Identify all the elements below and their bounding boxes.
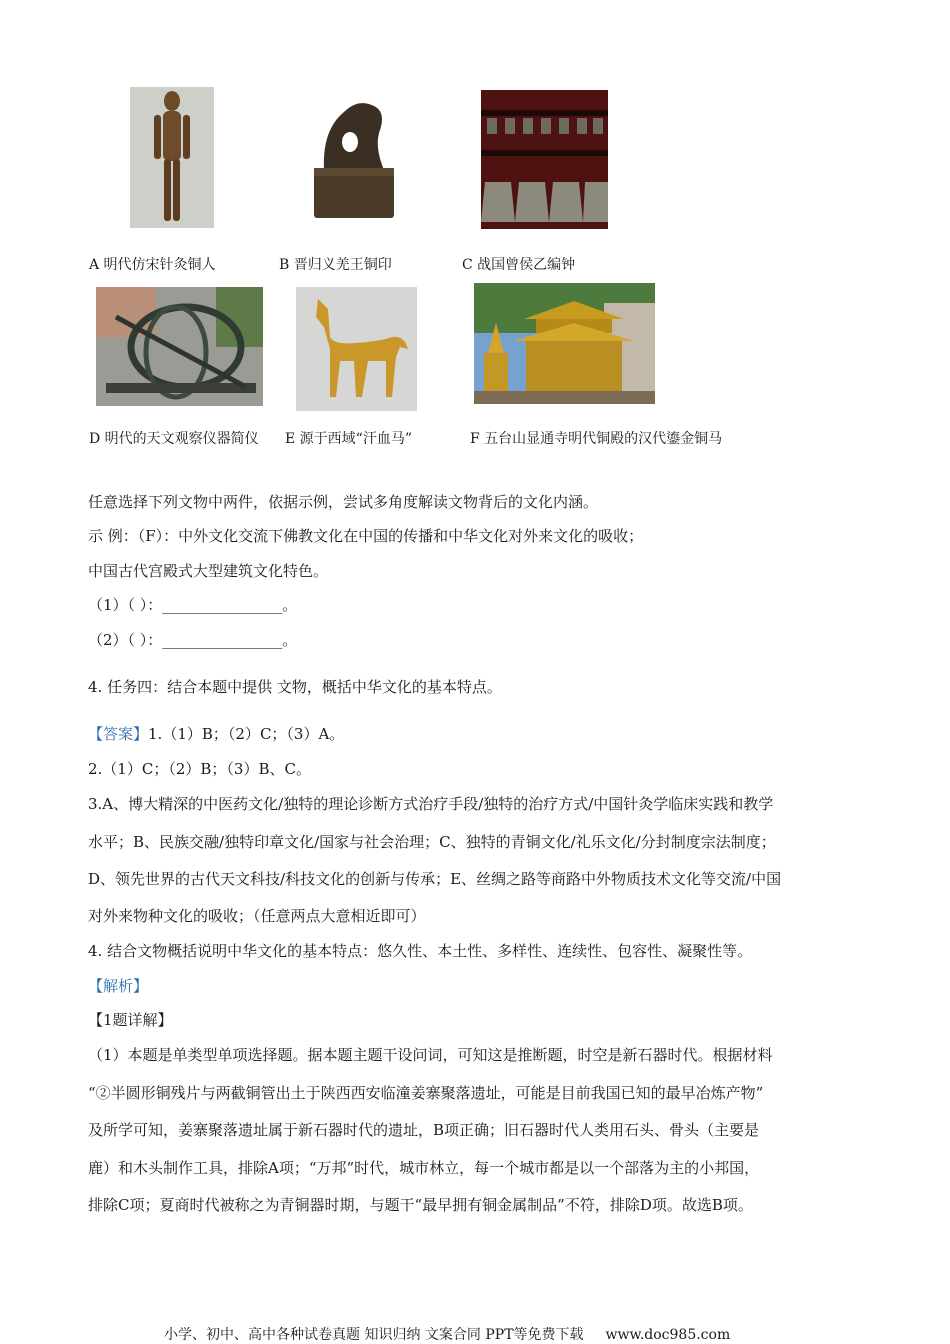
answer-line-5: D、领先世界的古代天文科技/科技文化的创新与传承；E、丝绸之路等商路中外物质技术文化等交流/中国 xyxy=(88,870,782,888)
figure-e-caption: E 源于西域“汗血马” xyxy=(285,431,412,447)
answer-label: 【答案】 xyxy=(88,725,149,743)
figure-d-caption: D 明代的天文观察仪器简仪 xyxy=(89,431,259,447)
answer-line-1 xyxy=(88,723,344,744)
figure-c-caption: C 战国曾侯乙编钟 xyxy=(462,257,576,273)
figure-d-armillary-instrument xyxy=(96,287,263,406)
figure-e-bronze-horse xyxy=(296,287,417,411)
analysis-line-1: （1）本题是单类型单项选择题。据本题主题干设问词，可知这是推断题，时空是新石器时代。根据材料 xyxy=(88,1046,773,1064)
footer-url[interactable]: www.doc985.com xyxy=(605,1327,731,1343)
figure-a-caption: A 明代仿宋针灸铜人 xyxy=(89,257,216,273)
task3-blank-2: （2）（ ）：________________。 xyxy=(88,631,298,649)
answer-line-3: 3.A、博大精深的中医药文化/独特的理论诊断方式治疗手段/独特的治疗方式/中国针灸学临床实践和教学 xyxy=(88,795,774,813)
answer-line-2: 2.（1）C；（2）B；（3）B、C。 xyxy=(88,760,311,778)
task3-example-continued: 中国古代宫殿式大型建筑文化特色。 xyxy=(88,562,329,580)
answer-1-text: 1.（1）B；（2）C；（3）A。 xyxy=(148,725,345,743)
footer-text: 小学、初中、高中各种试卷真题 知识归纳 文案合同 PPT等免费下载 xyxy=(164,1327,584,1343)
task3-instruction: 任意选择下列文物中两件，依据示例，尝试多角度解读文物背后的文化内涵。 xyxy=(88,493,599,511)
analysis-line-4: 鹿）和木头制作工具，排除A项；“万邦”时代，城市林立，每一个城市都是以一个部落为主的小邦国， xyxy=(88,1159,760,1177)
task3-blank-1: （1）（ ）：________________。 xyxy=(88,596,298,614)
analysis-label: 【解析】 xyxy=(88,977,149,995)
task4-question: 4. 任务四：结合本题中提供 文物，概括中华文化的基本特点。 xyxy=(88,678,502,696)
analysis-line-2: “②半圆形铜残片与两截铜管出土于陕西西安临潼姜寨聚落遗址，可能是目前我国已知的最早冶炼产物” xyxy=(88,1084,764,1102)
footer xyxy=(164,1324,730,1344)
figure-b-caption: B 晋归义羌王铜印 xyxy=(279,257,392,273)
answer-line-6: 对外来物种文化的吸收；（任意两点大意相近即可） xyxy=(88,907,426,925)
answer-line-7: 4. 结合文物概括说明中华文化的基本特点：悠久性、本土性、多样性、连续性、包容性、凝聚性等。 xyxy=(88,942,753,960)
analysis-line-5: 排除C项；夏商时代被称之为青铜器时期，与题干“最早拥有铜金属制品”不符，排除D项。故选B项。 xyxy=(88,1196,753,1214)
task3-example: 示 例：（F）：中外文化交流下佛教文化在中国的传播和中华文化对外来文化的吸收； xyxy=(88,527,644,545)
figure-f-caption: F 五台山显通寺明代铜殿的汉代鎏金铜马 xyxy=(470,431,723,447)
analysis-sub-label: 【1题详解】 xyxy=(88,1011,173,1029)
analysis-line-3: 及所学可知，姜寨聚落遗址属于新石器时代的遗址，B项正确；旧石器时代人类用石头、骨头（主要是 xyxy=(88,1121,760,1139)
answer-line-4: 水平；B、民族交融/独特印章文化/国家与社会治理；C、独特的青铜文化/礼乐文化/分封制度宗法制度； xyxy=(88,833,776,851)
figure-b-bronze-seal xyxy=(294,90,410,230)
figure-f-copper-hall xyxy=(474,283,655,404)
figure-c-bianzhong-bells xyxy=(481,90,608,229)
figure-a-acupuncture-bronze-figure xyxy=(130,87,214,228)
